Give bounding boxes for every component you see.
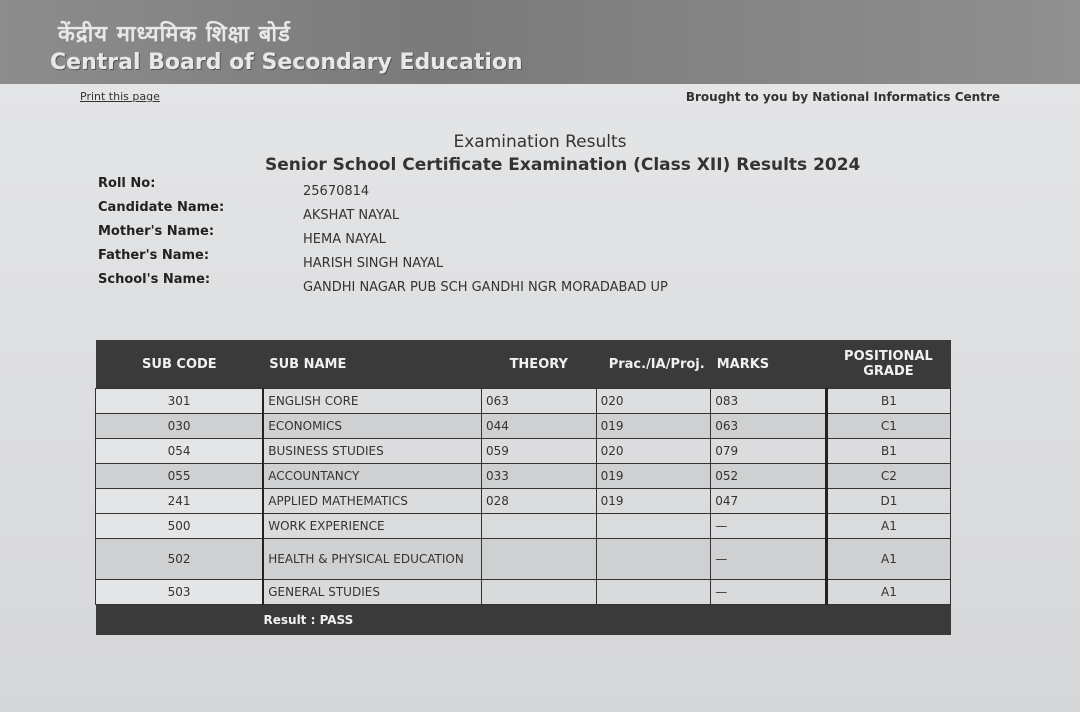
total-marks: 052 (711, 464, 827, 489)
school-name-value: GANDHI NAGAR PUB SCH GANDHI NGR MORADABAD UP (303, 280, 668, 295)
candidate-name-label: Candidate Name: (98, 200, 225, 215)
sub-name: BUSINESS STUDIES (263, 439, 481, 464)
theory-marks: 063 (481, 389, 596, 414)
positional-grade: A1 (826, 514, 950, 539)
total-marks: 047 (711, 489, 827, 514)
theory-marks (481, 539, 596, 580)
school-name-label: School's Name: (98, 272, 211, 287)
header-sub-name: SUB NAME (263, 340, 481, 389)
sub-name: ENGLISH CORE (263, 389, 481, 414)
banner-hindi-title: केंद्रीय माध्यमिक शिक्षा बोर्ड (58, 22, 291, 47)
header-theory: THEORY (481, 340, 596, 389)
theory-marks: 033 (481, 464, 596, 489)
sub-code: 055 (96, 464, 264, 489)
theory-marks (481, 514, 596, 539)
mother-name-label: Mother's Name: (98, 224, 215, 239)
marks-table (95, 340, 951, 635)
roll-no-value: 25670814 (303, 184, 370, 199)
positional-grade: A1 (826, 539, 950, 580)
positional-grade: C2 (826, 464, 950, 489)
nic-credit: Brought to you by National Informatics Centre (685, 90, 1000, 104)
positional-grade: A1 (826, 580, 950, 605)
prac-marks (596, 514, 711, 539)
sub-code: 054 (96, 439, 264, 464)
table-row (96, 439, 951, 464)
theory-marks: 028 (481, 489, 596, 514)
prac-marks (596, 580, 711, 605)
sub-name: ACCOUNTANCY (263, 464, 481, 489)
total-marks: 079 (711, 439, 827, 464)
top-links (80, 90, 1000, 108)
positional-grade: B1 (826, 439, 950, 464)
result-value: PASS (319, 613, 354, 627)
sub-name: HEALTH & PHYSICAL EDUCATION (263, 539, 481, 580)
sub-name: ECONOMICS (263, 414, 481, 439)
table-header-row (96, 340, 951, 389)
theory-marks (481, 580, 596, 605)
total-marks: — (711, 580, 827, 605)
cbse-banner (0, 0, 1080, 84)
theory-marks: 059 (481, 439, 596, 464)
father-name-label: Father's Name: (98, 248, 210, 263)
table-row (96, 389, 951, 414)
theory-marks: 044 (481, 414, 596, 439)
positional-grade: B1 (826, 389, 950, 414)
father-name-value: HARISH SINGH NAYAL (303, 256, 444, 271)
banner-english-title: Central Board of Secondary Education (50, 50, 523, 75)
header-prac: Prac./IA/Proj. (596, 340, 711, 389)
sub-code: 301 (96, 389, 264, 414)
sub-code: 502 (96, 539, 264, 580)
result-cell (96, 605, 951, 636)
prac-marks: 019 (596, 489, 711, 514)
candidate-name-value: AKSHAT NAYAL (303, 208, 400, 223)
header-sub-code: SUB CODE (96, 340, 264, 389)
total-marks: — (711, 514, 827, 539)
result-row (96, 605, 951, 636)
sub-code: 503 (96, 580, 264, 605)
prac-marks: 020 (596, 389, 711, 414)
prac-marks: 019 (596, 414, 711, 439)
header-marks: MARKS (711, 340, 827, 389)
table-row (96, 464, 951, 489)
result-label: Result : (263, 613, 316, 627)
sub-code: 241 (96, 489, 264, 514)
total-marks: — (711, 539, 827, 580)
positional-grade: D1 (826, 489, 950, 514)
sub-code: 030 (96, 414, 264, 439)
total-marks: 063 (711, 414, 827, 439)
sub-name: WORK EXPERIENCE (263, 514, 481, 539)
prac-marks: 020 (596, 439, 711, 464)
candidate-values (303, 172, 668, 300)
sub-name: GENERAL STUDIES (263, 580, 481, 605)
results-title: Examination Results (453, 132, 627, 152)
sub-name: APPLIED MATHEMATICS (263, 489, 481, 514)
sub-code: 500 (96, 514, 264, 539)
table-row (96, 580, 951, 605)
exam-title: Senior School Certificate Examination (Class XII) Results 2024 (265, 155, 861, 175)
table-row (96, 514, 951, 539)
prac-marks (596, 539, 711, 580)
total-marks: 083 (711, 389, 827, 414)
header-grade: POSITIONAL GRADE (826, 340, 950, 389)
table-row (96, 489, 951, 514)
table-row (96, 539, 951, 580)
mother-name-value: HEMA NAYAL (303, 232, 386, 247)
roll-no-label: Roll No: (98, 176, 156, 191)
prac-marks: 019 (596, 464, 711, 489)
print-page-link[interactable]: Print this page (80, 90, 160, 103)
positional-grade: C1 (826, 414, 950, 439)
table-row (96, 414, 951, 439)
candidate-labels (98, 172, 224, 292)
